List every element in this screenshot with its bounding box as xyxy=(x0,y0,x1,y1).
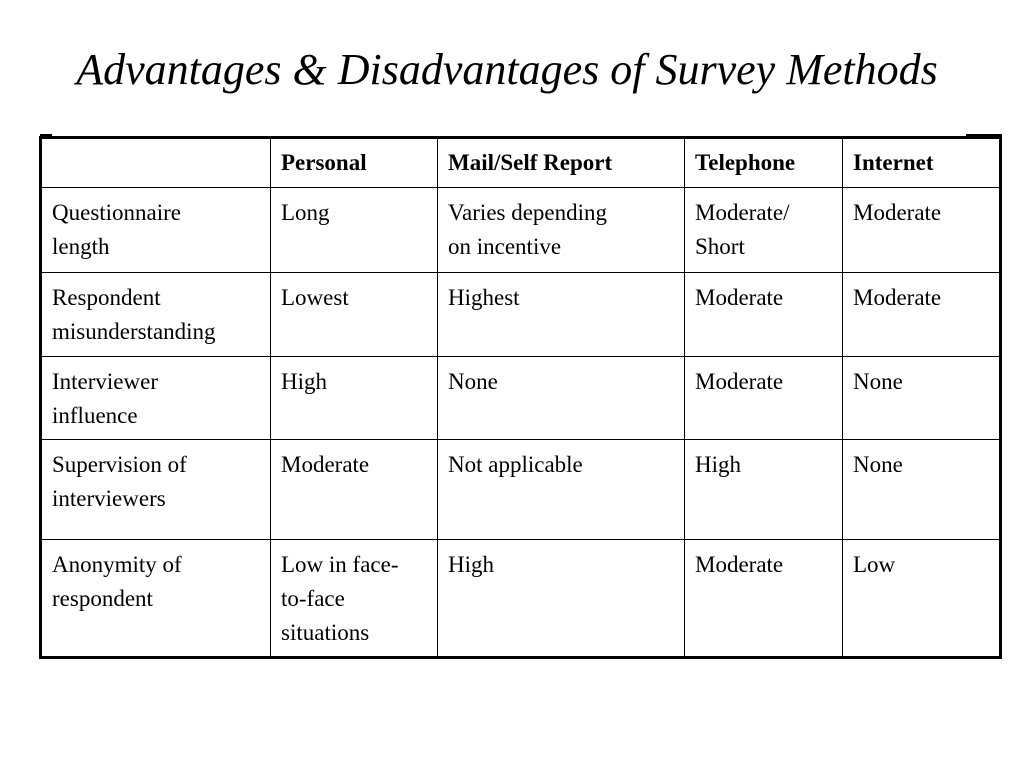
row-label-cell: Respondent misunderstanding xyxy=(41,273,271,357)
table-cell: Moderate xyxy=(685,540,843,658)
row-label-cell: Interviewer influence xyxy=(41,357,271,440)
table-row xyxy=(41,357,1001,440)
table-row xyxy=(41,540,1001,658)
table-cell: Highest xyxy=(438,273,685,357)
header-cell-empty xyxy=(41,138,271,188)
table-cell: Lowest xyxy=(271,273,438,357)
table-cell: Low xyxy=(843,540,1001,658)
table-row xyxy=(41,440,1001,540)
table-cell: None xyxy=(843,440,1001,540)
table-cell: Moderate xyxy=(843,273,1001,357)
table-cell: Long xyxy=(271,188,438,273)
row-label-cell: Anonymity of respondent xyxy=(41,540,271,658)
table-row xyxy=(41,188,1001,273)
table-row xyxy=(41,273,1001,357)
table-cell: High xyxy=(685,440,843,540)
header-cell-mail-self-report: Mail/Self Report xyxy=(438,138,685,188)
table-cell: Low in face- to-face situations xyxy=(271,540,438,658)
table-cell: Not applicable xyxy=(438,440,685,540)
header-cell-internet: Internet xyxy=(843,138,1001,188)
comparison-table xyxy=(39,136,1002,659)
header-row xyxy=(41,138,1001,188)
header-cell-personal: Personal xyxy=(271,138,438,188)
table-cell: Moderate xyxy=(685,273,843,357)
table-cell: Varies depending on incentive xyxy=(438,188,685,273)
table-cell: Moderate xyxy=(271,440,438,540)
table-cell: High xyxy=(271,357,438,440)
comparison-table-container xyxy=(39,136,1002,659)
table-cell: Moderate/ Short xyxy=(685,188,843,273)
table-cell: Moderate xyxy=(843,188,1001,273)
table-cell: Moderate xyxy=(685,357,843,440)
row-label-cell: Questionnaire length xyxy=(41,188,271,273)
slide-title: Advantages & Disadvantages of Survey Methods xyxy=(76,45,938,94)
table-cell: None xyxy=(438,357,685,440)
table-cell: High xyxy=(438,540,685,658)
row-label-cell: Supervision of interviewers xyxy=(41,440,271,540)
header-cell-telephone: Telephone xyxy=(685,138,843,188)
table-cell: None xyxy=(843,357,1001,440)
